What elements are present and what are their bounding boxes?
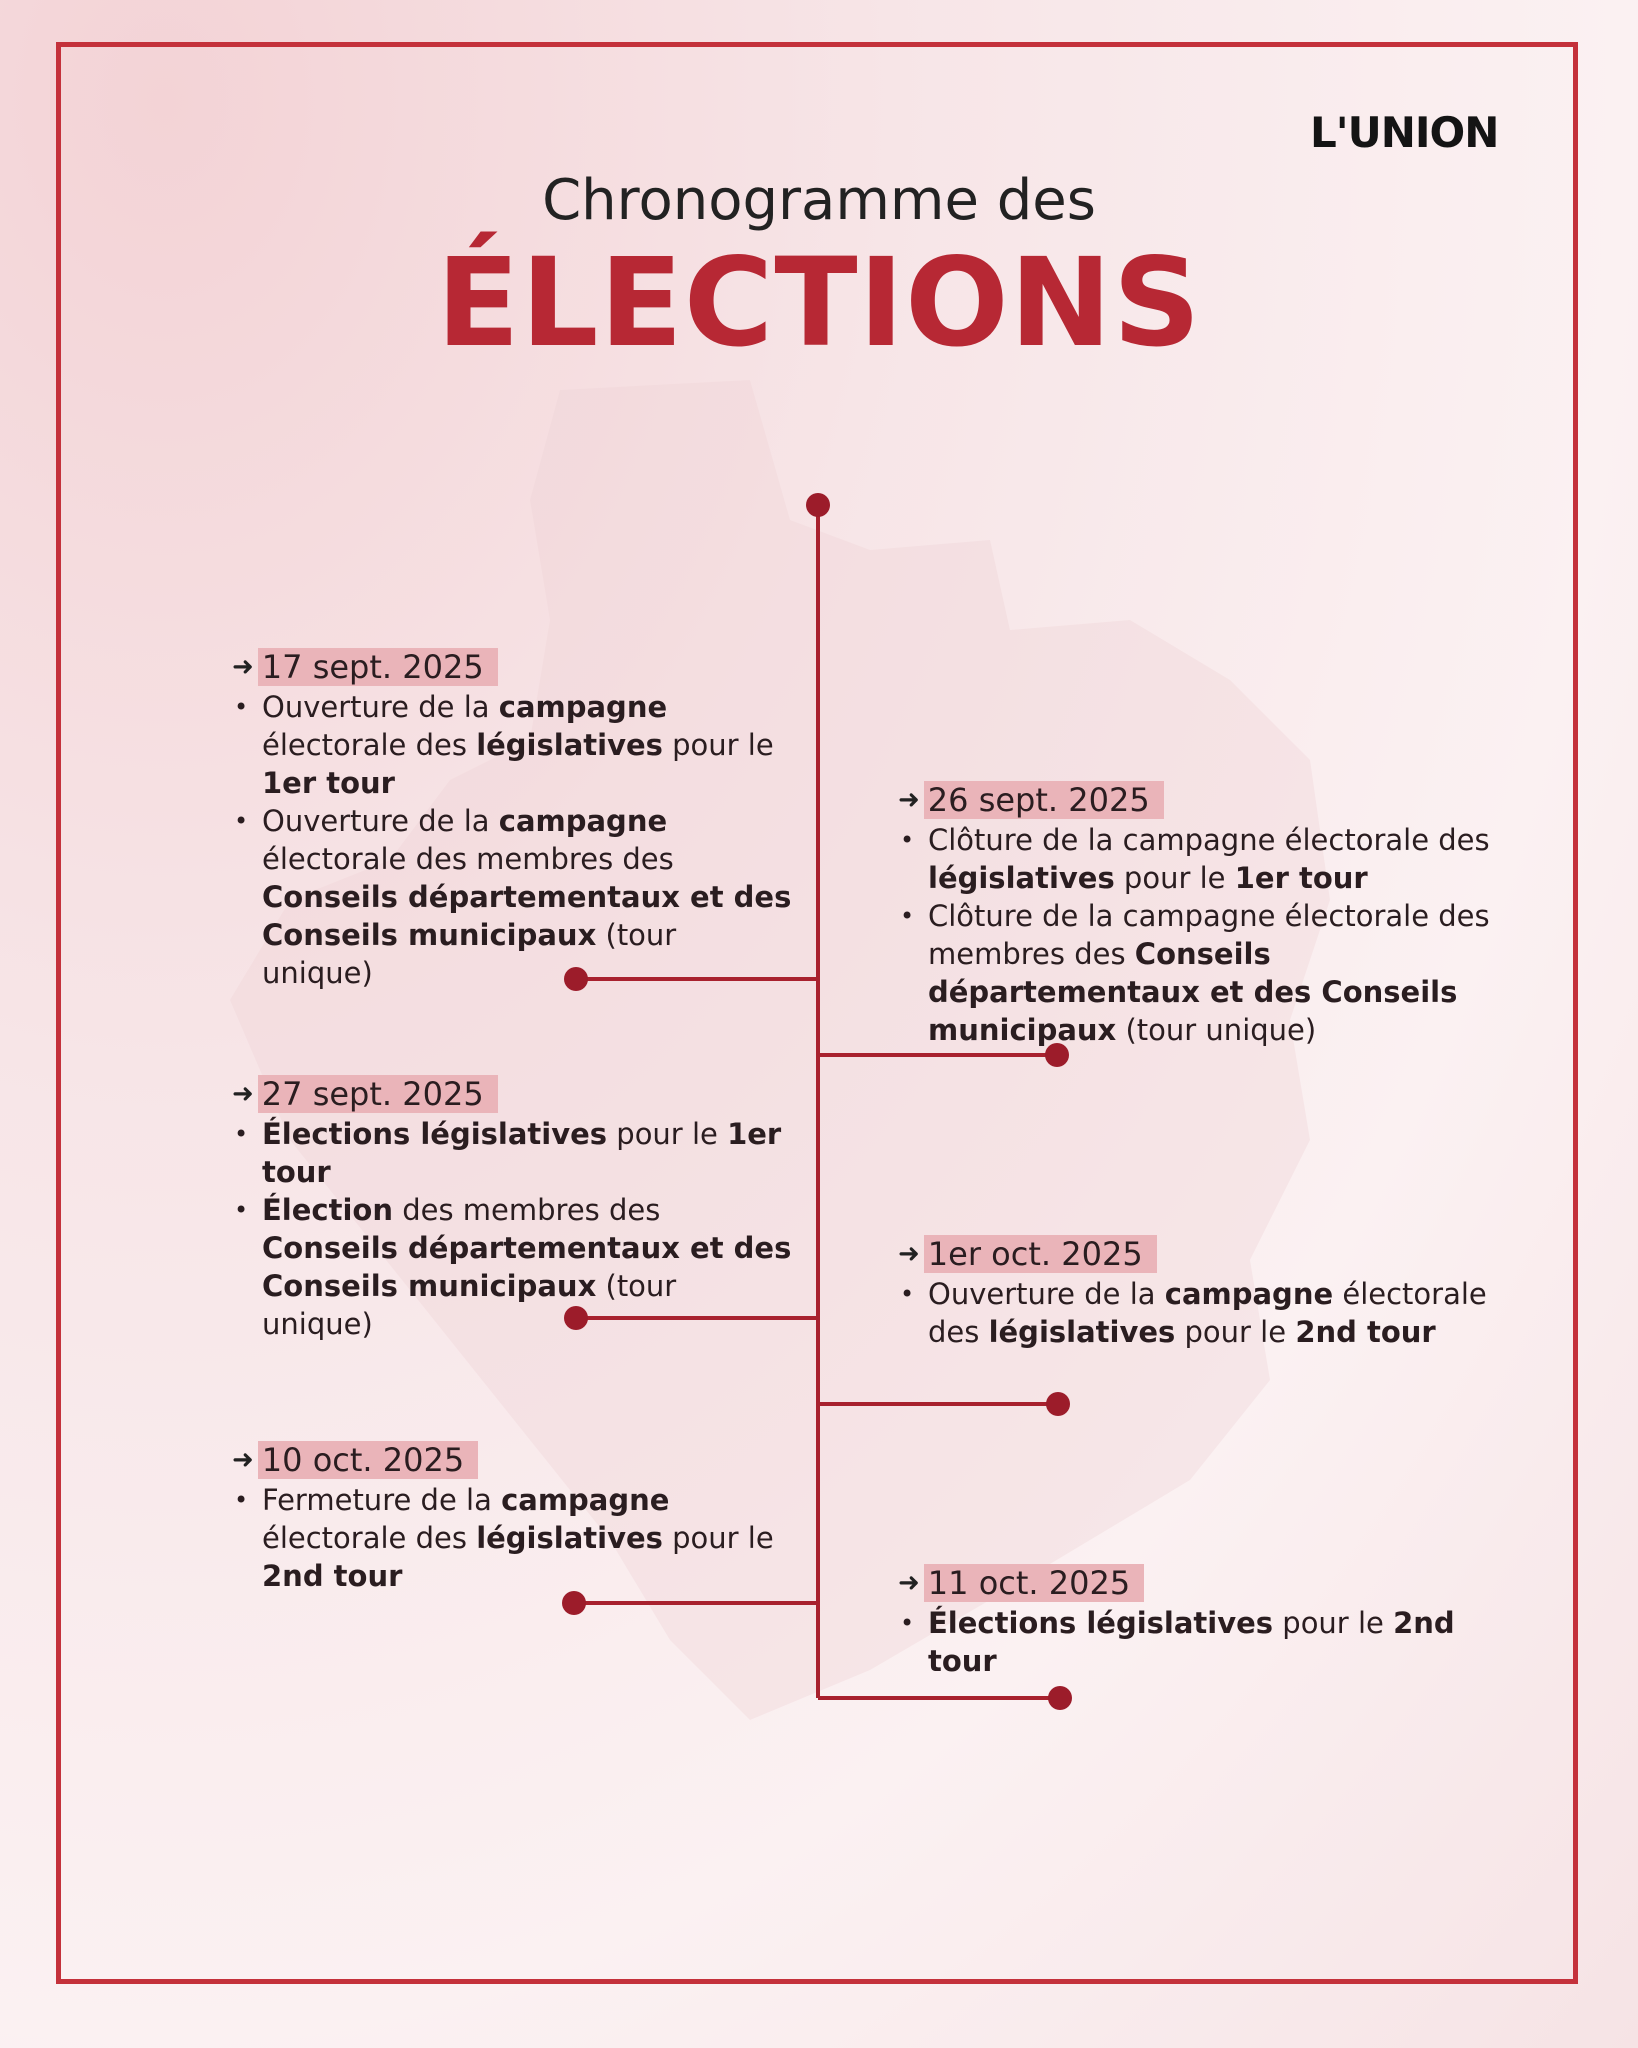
event-item-text: électorale des: [928, 1277, 1487, 1349]
event-item-text: 2nd tour: [928, 1606, 1455, 1678]
arrow-icon: ➜: [232, 652, 254, 682]
event-item: [232, 1191, 792, 1343]
event-item-text: (tour unique): [262, 918, 677, 990]
event-item-text: législatives: [476, 1521, 663, 1555]
event-item-text: Ouverture de la: [262, 690, 499, 724]
timeline-start-dot: [806, 493, 830, 517]
event-item-text: Clôture de la campagne électorale des: [928, 823, 1490, 857]
event-item-text: Clôture de la campagne électorale des membres des: [928, 899, 1490, 971]
event-item-text: campagne: [1164, 1277, 1334, 1311]
event-1: [232, 648, 792, 992]
event-item-text: campagne: [498, 804, 668, 838]
lunion-logo: L'UNION: [1310, 108, 1499, 157]
event-item-text: Fermeture de la: [262, 1483, 502, 1517]
event-date: 17 sept. 2025: [258, 648, 498, 686]
timeline-dot-6: [1048, 1686, 1072, 1710]
event-date: 1er oct. 2025: [924, 1235, 1157, 1273]
event-date-row: [232, 648, 792, 686]
arrow-icon: ➜: [232, 1445, 254, 1475]
event-3: [232, 1075, 792, 1343]
event-item-text: Élection: [262, 1193, 393, 1227]
page-title-line1: Chronogramme des: [542, 168, 1096, 233]
event-item-text: (tour unique): [262, 1269, 677, 1341]
event-date: 27 sept. 2025: [258, 1075, 498, 1113]
event-date-row: [232, 1075, 792, 1113]
event-date-row: [898, 1564, 1518, 1602]
event-item: [232, 1481, 792, 1595]
arrow-icon: ➜: [898, 1239, 920, 1269]
event-2: [898, 781, 1518, 1049]
event-item: [898, 1604, 1518, 1680]
event-item-text: Élections législatives: [928, 1606, 1274, 1640]
event-item-text: 1er tour: [1234, 861, 1368, 895]
event-item-text: pour le: [1175, 1315, 1296, 1349]
event-item-text: pour le: [1114, 861, 1235, 895]
event-items: [232, 688, 792, 992]
event-item-text: des membres des: [392, 1193, 661, 1227]
event-date-row: [898, 781, 1518, 819]
event-item: [232, 802, 792, 992]
event-item-text: législatives: [928, 861, 1115, 895]
event-date: 11 oct. 2025: [924, 1564, 1144, 1602]
arrow-icon: ➜: [898, 785, 920, 815]
event-item-text: électorale des membres des: [262, 842, 674, 876]
event-item-text: législatives: [476, 728, 663, 762]
event-item: [232, 688, 792, 802]
event-item-text: pour le: [607, 1117, 728, 1151]
event-item-text: électorale des: [262, 1521, 477, 1555]
event-items: [898, 821, 1518, 1049]
event-item-text: pour le: [662, 1521, 774, 1555]
arrow-icon: ➜: [898, 1568, 920, 1598]
event-item-text: Conseils départementaux et des Conseils municipaux: [262, 880, 792, 952]
event-item: [898, 1275, 1518, 1351]
event-item-text: (tour unique): [1116, 1013, 1317, 1047]
event-6: [898, 1564, 1518, 1680]
event-date: 26 sept. 2025: [924, 781, 1164, 819]
page-title-line2: ÉLECTIONS: [436, 232, 1202, 374]
event-5: [232, 1441, 792, 1595]
event-item-text: campagne: [501, 1483, 670, 1517]
event-items: [232, 1481, 792, 1595]
event-item-text: électorale des: [262, 728, 477, 762]
event-item-text: Élections législatives: [262, 1117, 608, 1151]
event-date: 10 oct. 2025: [258, 1441, 478, 1479]
event-item: [898, 897, 1518, 1049]
arrow-icon: ➜: [232, 1079, 254, 1109]
event-item-text: législatives: [988, 1315, 1176, 1349]
event-item-text: Ouverture de la: [928, 1277, 1165, 1311]
event-item-text: Conseils départementaux et des Conseils municipaux: [928, 937, 1458, 1047]
event-date-row: [898, 1235, 1518, 1273]
event-4: [898, 1235, 1518, 1351]
event-items: [898, 1604, 1518, 1680]
event-item-text: Conseils départementaux et des Conseils municipaux: [262, 1231, 792, 1303]
event-item-text: 2nd tour: [1295, 1315, 1436, 1349]
event-item-text: 1er tour: [262, 766, 395, 800]
event-items: [232, 1115, 792, 1343]
event-items: [898, 1275, 1518, 1351]
event-item-text: 2nd tour: [262, 1559, 403, 1593]
timeline-dot-4: [1046, 1392, 1070, 1416]
event-date-row: [232, 1441, 792, 1479]
event-item-text: campagne: [498, 690, 668, 724]
event-item: [232, 1115, 792, 1191]
event-item-text: pour le: [662, 728, 774, 762]
event-item-text: pour le: [1273, 1606, 1394, 1640]
event-item-text: Ouverture de la: [262, 804, 499, 838]
event-item: [898, 821, 1518, 897]
event-item-text: 1er tour: [262, 1117, 782, 1189]
